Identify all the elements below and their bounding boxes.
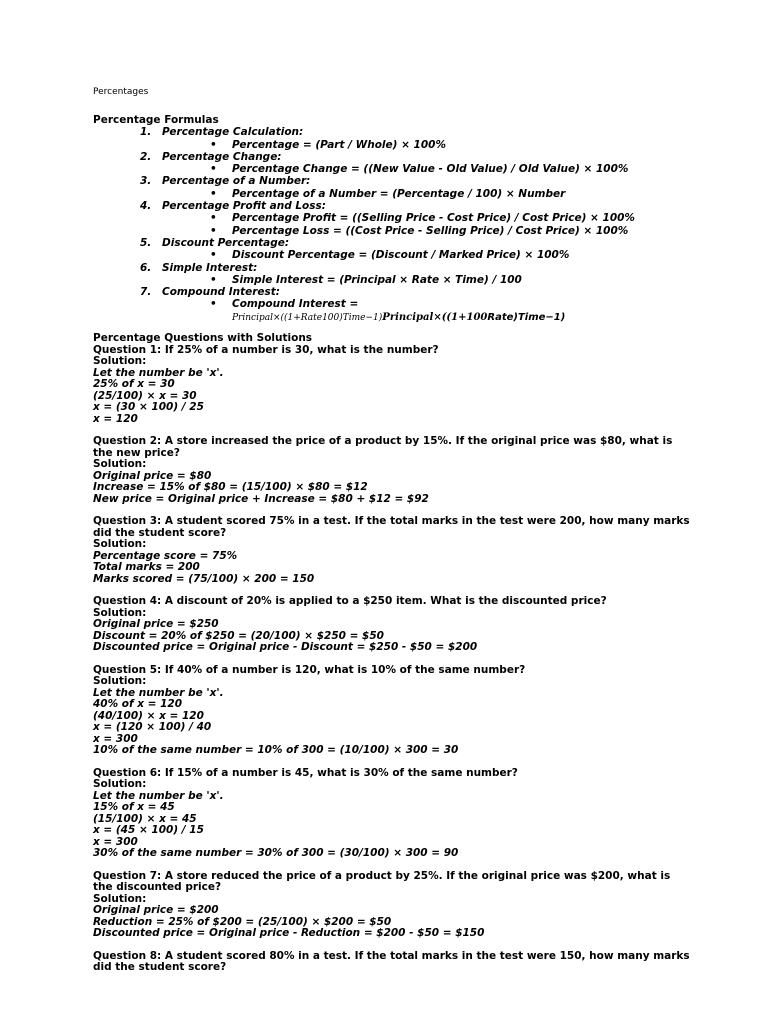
- solution-step: Original price = $250: [93, 618, 219, 631]
- formula-name: Percentage Change:: [162, 150, 282, 163]
- question-text: Question 7: A store reduced the price of a product by 25%. If the original price was $200, what is the discounted price?: [93, 869, 671, 894]
- formula-name: Discount Percentage:: [162, 236, 290, 249]
- question-text: Question 3: A student scored 75% in a test. If the total marks in the test were 200, how many marks did the student score?: [93, 515, 690, 539]
- solution-step: x = 120: [93, 412, 138, 425]
- formula-text: Percentage = (Part / Whole) × 100%: [232, 138, 446, 151]
- formulas-section: [93, 114, 693, 324]
- question-text: Question 8: A student scored 80% in a test. If the total marks in the test were 150, how many marks did the student score?: [93, 949, 690, 974]
- bullet-icon: •: [210, 224, 217, 237]
- formula-bullet: [93, 212, 693, 224]
- solution-step: 15% of x = 45: [93, 801, 175, 814]
- solution-step: x = (30 × 100) / 25: [93, 401, 204, 414]
- bullet-icon: •: [210, 273, 217, 286]
- question-list: [93, 345, 693, 974]
- solution-label: Solution:: [93, 355, 147, 368]
- solution-step: 25% of x = 30: [93, 378, 175, 391]
- solution-step: New price = Original price + Increase = $80 + $12 = $92: [93, 492, 429, 505]
- solution-step: (15/100) × x = 45: [93, 812, 197, 825]
- solution-step: x = 300: [93, 835, 138, 848]
- formula-number: 6.: [140, 261, 152, 274]
- document-title: Percentages: [93, 87, 149, 97]
- bullet-icon: •: [210, 187, 217, 200]
- solution-step: Original price = $200: [93, 904, 219, 917]
- solution-label: Solution:: [93, 675, 147, 688]
- question-block: [93, 768, 693, 860]
- formula-number: 1.: [140, 126, 152, 139]
- solution-label: Solution:: [93, 892, 147, 905]
- question-text: Question 1: If 25% of a number is 30, what is the number?: [93, 343, 439, 356]
- formula-item: [93, 151, 693, 163]
- formula-item: [93, 126, 693, 138]
- formulas-heading: Percentage Formulas: [93, 114, 219, 126]
- formula-item: [93, 237, 693, 249]
- formula-text: Percentage of a Number = (Percentage / 100) × Number: [232, 187, 566, 200]
- questions-heading: Percentage Questions with Solutions: [93, 332, 313, 345]
- solution-step: 10% of the same number = 10% of 300 = (10/100) × 300 = 30: [93, 744, 459, 757]
- solution-step: (40/100) × x = 120: [93, 709, 204, 722]
- solution-step: Let the number be 'x'.: [93, 366, 224, 379]
- formula-number: 3.: [140, 175, 152, 188]
- solution-label: Solution:: [93, 778, 147, 791]
- formula-text: Simple Interest = (Principal × Rate × Time) / 100: [232, 273, 522, 286]
- formula-bullet: [93, 188, 693, 200]
- document-page: [93, 86, 693, 985]
- compound-formula-part-a: Principal×((1+100: [382, 311, 488, 323]
- solution-step: Original price = $80: [93, 469, 212, 482]
- formula-bullet: [93, 139, 693, 151]
- question-text: Question 4: A discount of 20% is applied to a $250 item. What is the discounted price?: [93, 595, 607, 608]
- formula-bullet: [93, 225, 693, 237]
- solution-step: x = 300: [93, 732, 138, 745]
- question-block: [93, 871, 693, 940]
- question-text: Question 6: If 15% of a number is 45, what is 30% of the same number?: [93, 766, 518, 779]
- solution-step: Let the number be 'x'.: [93, 789, 224, 802]
- solution-step: Marks scored = (75/100) × 200 = 150: [93, 572, 315, 585]
- formula-bullet: [93, 163, 693, 175]
- bullet-icon: •: [210, 163, 217, 176]
- question-block: [93, 951, 693, 974]
- solution-step: Reduction = 25% of $200 = (25/100) × $200 = $50: [93, 915, 392, 928]
- bullet-icon: •: [210, 249, 217, 262]
- formula-item: [93, 286, 693, 298]
- bullet-icon: •: [210, 138, 217, 151]
- formula-bullet: [93, 274, 693, 286]
- formula-name: Percentage Profit and Loss:: [162, 200, 326, 213]
- solution-label: Solution:: [93, 458, 147, 471]
- solution-step: Let the number be 'x'.: [93, 686, 224, 699]
- solution-step: Increase = 15% of $80 = (15/100) × $80 = $12: [93, 481, 368, 494]
- question-block: [93, 345, 693, 426]
- formula-name: Percentage of a Number:: [162, 175, 311, 188]
- solution-step: Total marks = 200: [93, 561, 200, 574]
- compound-formula-small: Principal×((1+Rate100)Time−1): [232, 312, 383, 323]
- solution-step: (25/100) × x = 30: [93, 389, 197, 402]
- solution-step: 30% of the same number = 30% of 300 = (30/100) × 300 = 90: [93, 847, 459, 860]
- solution-step: Percentage score = 75%: [93, 549, 238, 562]
- question-block: [93, 665, 693, 757]
- bullet-icon: •: [210, 212, 217, 225]
- formula-item: [93, 262, 693, 274]
- solution-step: Discount = 20% of $250 = (20/100) × $250 = $50: [93, 629, 384, 642]
- solution-step: Discounted price = Original price - Reduction = $200 - $50 = $150: [93, 927, 485, 940]
- formula-bullet: [93, 249, 693, 261]
- solution-step: x = (45 × 100) / 15: [93, 824, 204, 837]
- formula-text: Percentage Profit = ((Selling Price - Cost Price) / Cost Price) × 100%: [232, 212, 635, 225]
- formula-text: Percentage Change = ((New Value - Old Value) / Old Value) × 100%: [232, 163, 629, 176]
- solution-step: Discounted price = Original price - Discount = $250 - $50 = $200: [93, 641, 478, 654]
- question-block: [93, 436, 693, 505]
- formula-bullet-compound: [93, 298, 693, 324]
- formula-number: 2.: [140, 150, 152, 163]
- solution-step: 40% of x = 120: [93, 698, 183, 711]
- formula-item: [93, 200, 693, 212]
- solution-step: x = (120 × 100) / 40: [93, 721, 212, 734]
- compound-prefix: Compound Interest =: [232, 298, 359, 311]
- solution-label: Solution:: [93, 538, 147, 551]
- formula-number: 7.: [140, 286, 152, 299]
- formula-text: Percentage Loss = ((Cost Price - Selling Price) / Cost Price) × 100%: [232, 224, 629, 237]
- question-text: Question 5: If 40% of a number is 120, what is 10% of the same number?: [93, 663, 526, 676]
- compound-formula-part-b: Rate)Time−1): [487, 311, 566, 323]
- question-text: Question 2: A store increased the price of a product by 15%. If the original price was $80, what is the new price?: [93, 435, 673, 459]
- formula-name: Percentage Calculation:: [162, 126, 304, 139]
- formula-list: [93, 126, 693, 324]
- formula-text: Discount Percentage = (Discount / Marked Price) × 100%: [232, 249, 570, 262]
- bullet-icon: •: [210, 298, 217, 311]
- formula-number: 5.: [140, 236, 152, 249]
- formula-name: Compound Interest:: [162, 286, 281, 299]
- formula-number: 4.: [140, 200, 152, 213]
- question-block: [93, 596, 693, 654]
- question-block: [93, 516, 693, 585]
- solution-label: Solution:: [93, 606, 147, 619]
- formula-item: [93, 175, 693, 187]
- formula-name: Simple Interest:: [162, 261, 258, 274]
